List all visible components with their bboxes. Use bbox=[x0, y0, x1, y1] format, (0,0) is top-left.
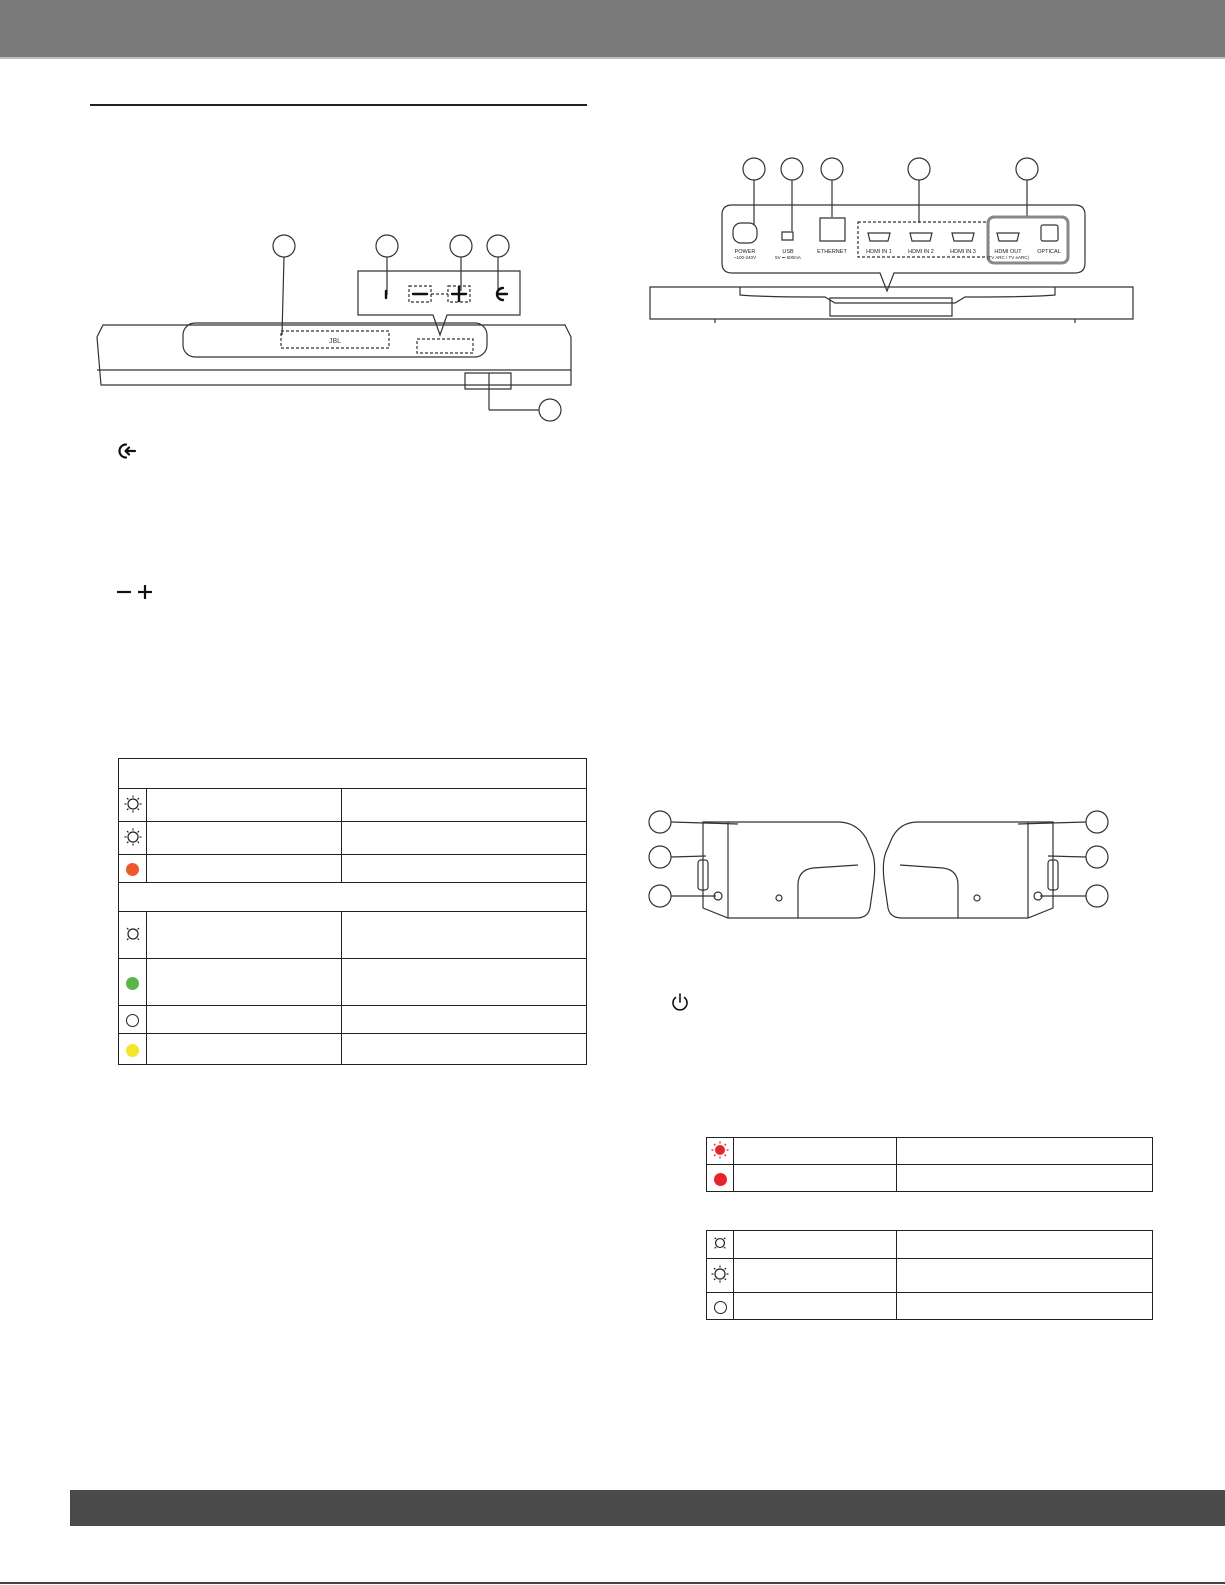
table-row bbox=[119, 789, 587, 822]
led-state bbox=[147, 855, 342, 883]
volume-minus-plus-icon bbox=[116, 584, 154, 600]
led-meaning bbox=[897, 1138, 1153, 1165]
table-row bbox=[707, 1138, 1153, 1165]
speaker-led-table-2 bbox=[706, 1230, 1153, 1320]
page-bottom-rule bbox=[0, 1582, 1225, 1584]
led-state bbox=[147, 1034, 342, 1065]
slow-flashing-white-icon bbox=[124, 925, 142, 943]
table-row bbox=[119, 959, 587, 1006]
led-meaning bbox=[897, 1231, 1153, 1259]
led-meaning bbox=[342, 789, 587, 822]
led-state bbox=[147, 789, 342, 822]
table-section-header bbox=[119, 759, 587, 789]
flashing-white-icon bbox=[711, 1265, 729, 1283]
off-icon bbox=[714, 1301, 727, 1314]
rear-panel-diagram bbox=[655, 155, 1145, 330]
port-label-power: POWER bbox=[734, 249, 756, 255]
soundbar-led-table bbox=[118, 758, 587, 1065]
port-label-ethernet: ETHERNET bbox=[817, 249, 847, 255]
led-meaning bbox=[342, 855, 587, 883]
led-state bbox=[147, 959, 342, 1006]
solid-red-icon bbox=[714, 1173, 727, 1186]
led-meaning bbox=[342, 822, 587, 855]
led-meaning bbox=[897, 1259, 1153, 1293]
led-meaning bbox=[342, 959, 587, 1006]
solid-yellow-icon bbox=[126, 1044, 139, 1057]
footer-bar bbox=[70, 1490, 1225, 1526]
led-state bbox=[734, 1231, 897, 1259]
port-label-hdmi-in-1: HDMI IN 1 bbox=[866, 249, 892, 255]
led-state bbox=[734, 1293, 897, 1320]
table-row bbox=[119, 1006, 587, 1034]
slow-flashing-white-icon bbox=[712, 1235, 728, 1251]
led-meaning bbox=[342, 1006, 587, 1034]
table-row bbox=[707, 1259, 1153, 1293]
led-state bbox=[147, 1006, 342, 1034]
soundbar-top-diagram bbox=[95, 225, 575, 425]
led-meaning bbox=[897, 1165, 1153, 1192]
port-sublabel-hdmi-out: (TV ARC / TV eARC) bbox=[987, 255, 1029, 260]
header-bar bbox=[0, 0, 1225, 57]
port-label-hdmi-out: HDMI OUT bbox=[994, 249, 1022, 255]
table-row bbox=[119, 822, 587, 855]
port-sublabel-power: ~100-240V bbox=[733, 255, 757, 260]
off-icon bbox=[126, 1014, 139, 1027]
led-state bbox=[734, 1165, 897, 1192]
led-state bbox=[147, 912, 342, 959]
led-meaning bbox=[897, 1293, 1153, 1320]
flashing-white-icon bbox=[124, 795, 142, 813]
section-heading-rule bbox=[90, 104, 587, 106]
jbl-logo: JBL bbox=[328, 338, 342, 345]
table-row bbox=[119, 855, 587, 883]
solid-green-icon bbox=[126, 977, 139, 990]
table-row bbox=[707, 1231, 1153, 1259]
port-label-usb: USB bbox=[782, 249, 794, 255]
solid-orange-icon bbox=[126, 863, 139, 876]
flashing-white-icon bbox=[124, 828, 142, 846]
header-divider bbox=[0, 57, 1225, 59]
table-row bbox=[707, 1293, 1153, 1320]
surround-speakers-diagram bbox=[648, 810, 1138, 925]
led-meaning bbox=[342, 912, 587, 959]
power-icon bbox=[670, 992, 690, 1012]
port-label-hdmi-in-3: HDMI IN 3 bbox=[950, 249, 976, 255]
table-section-header bbox=[119, 883, 587, 912]
led-state bbox=[734, 1138, 897, 1165]
led-meaning bbox=[342, 1034, 587, 1065]
port-sublabel-usb: 5V ⎓ 500mA bbox=[775, 255, 801, 260]
port-label-hdmi-in-2: HDMI IN 2 bbox=[908, 249, 934, 255]
led-state bbox=[147, 822, 342, 855]
source-icon bbox=[118, 442, 138, 460]
port-label-optical: OPTICAL bbox=[1037, 249, 1061, 255]
table-row bbox=[119, 1034, 587, 1065]
table-row bbox=[119, 912, 587, 959]
led-state bbox=[734, 1259, 897, 1293]
table-row bbox=[707, 1165, 1153, 1192]
flashing-red-icon bbox=[711, 1141, 729, 1159]
speaker-led-table-1 bbox=[706, 1137, 1153, 1192]
